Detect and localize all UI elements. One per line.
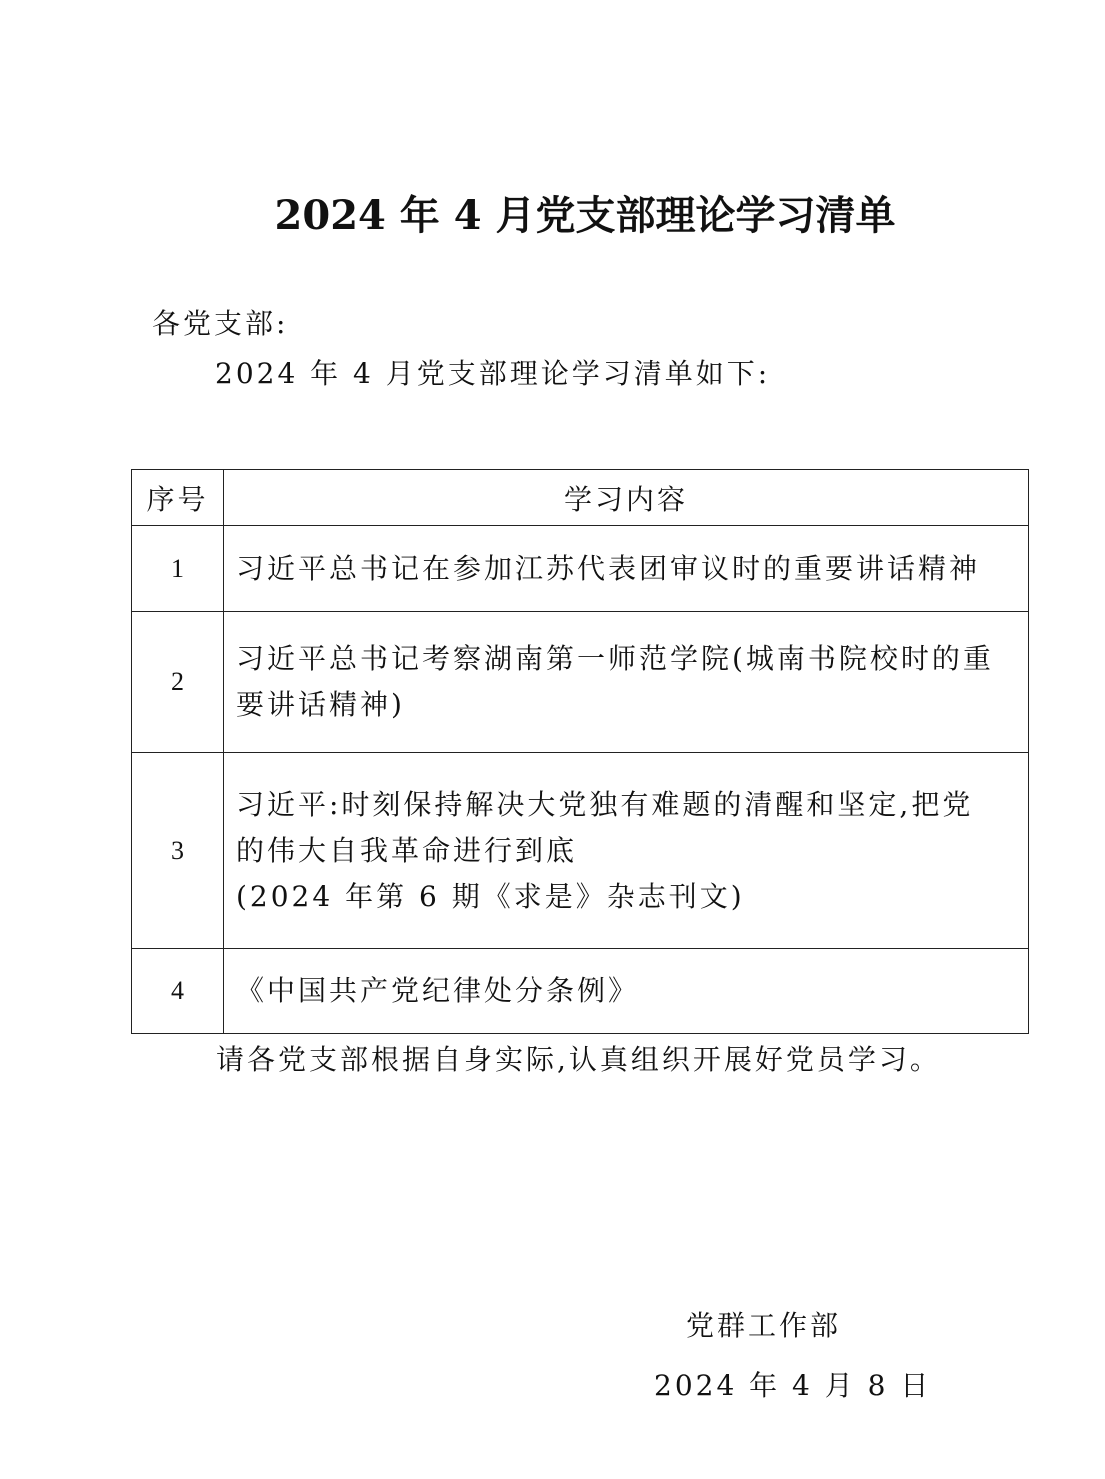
row-number: 3 xyxy=(132,753,224,949)
row-content xyxy=(224,612,1029,753)
signature-organization: 党群工作部 xyxy=(686,1309,842,1342)
document-title: 2024 年 4 月党支部理论学习清单 xyxy=(274,192,896,239)
closing-paragraph: 请各党支部根据自身实际,认真组织开展好党员学习。 xyxy=(216,1043,941,1076)
study-list-table xyxy=(131,469,1029,1034)
content-line: 《中国共产党纪律处分条例》 xyxy=(236,974,640,1007)
table-row xyxy=(132,612,1029,753)
table-row xyxy=(132,949,1029,1034)
row-content xyxy=(224,526,1029,612)
content-line: 要讲话精神) xyxy=(236,688,405,721)
row-content xyxy=(224,753,1029,949)
table-row xyxy=(132,526,1029,612)
intro-paragraph: 2024 年 4 月党支部理论学习清单如下: xyxy=(215,357,771,390)
content-line: 习近平:时刻保持解决大党独有难题的清醒和坚定,把党 xyxy=(236,787,974,821)
content-line: 的伟大自我革命进行到底 xyxy=(236,833,578,867)
table-header-row xyxy=(132,470,1029,526)
signature-date: 2024 年 4 月 8 日 xyxy=(654,1369,932,1402)
row-number: 4 xyxy=(132,949,224,1034)
salutation: 各党支部: xyxy=(152,307,289,340)
content-line: 习近平总书记考察湖南第一师范学院(城南书院校时的重 xyxy=(236,642,994,675)
column-header-content: 学习内容 xyxy=(224,470,1029,526)
row-number: 1 xyxy=(132,526,224,612)
content-line: (2024 年第 6 期《求是》杂志刊文) xyxy=(236,879,745,913)
row-number: 2 xyxy=(132,612,224,753)
content-line: 习近平总书记在参加江苏代表团审议时的重要讲话精神 xyxy=(236,551,981,585)
column-header-number: 序号 xyxy=(132,470,224,526)
row-content xyxy=(224,949,1029,1034)
table-row xyxy=(132,753,1029,949)
